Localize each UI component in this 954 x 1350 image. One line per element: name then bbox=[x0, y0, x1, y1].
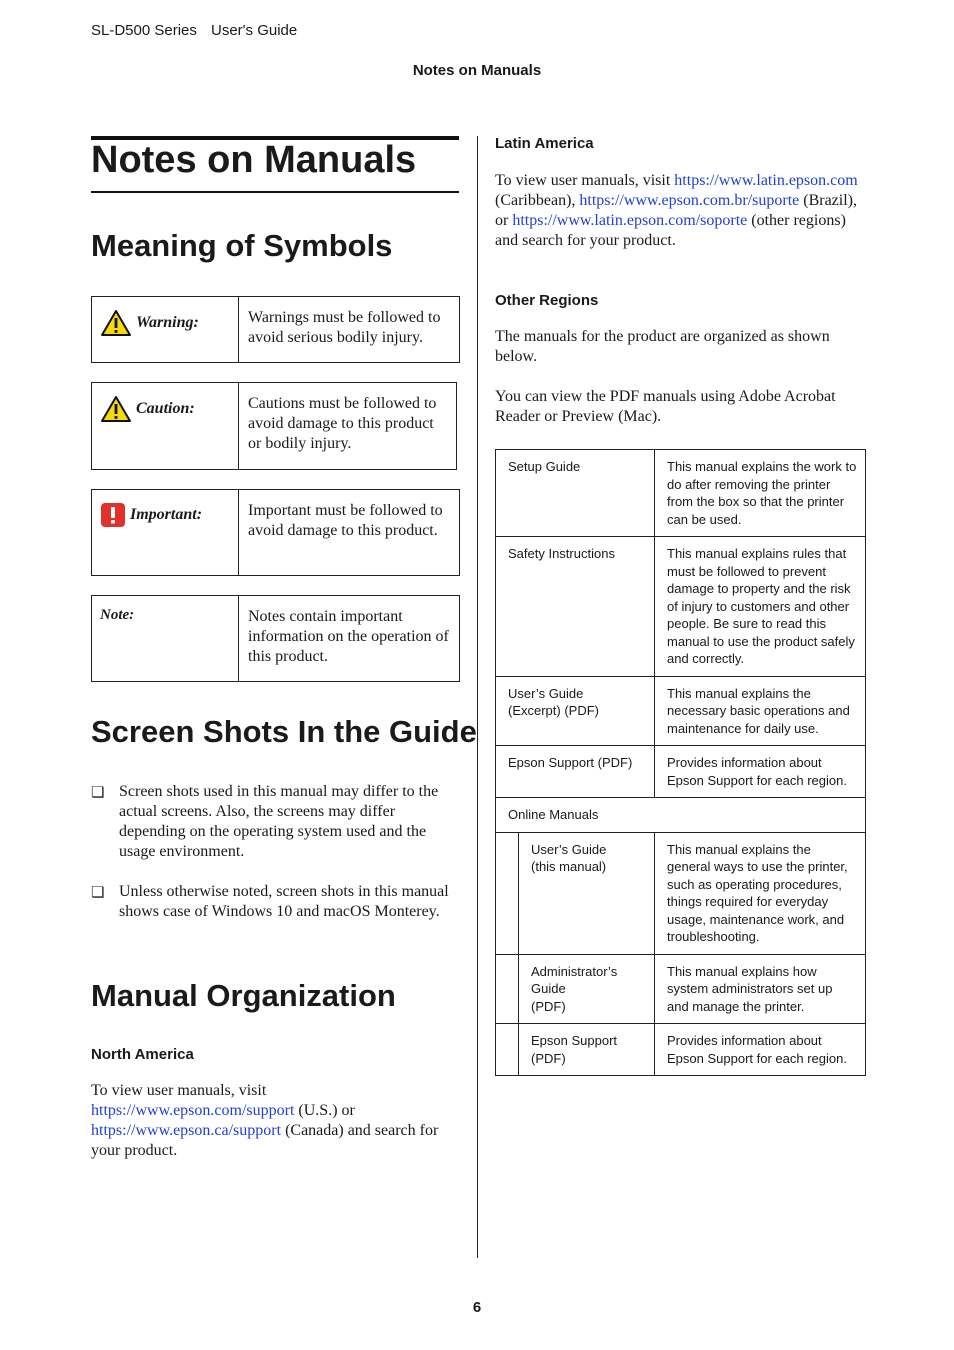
manual-name: Administrator’s Guide (PDF) bbox=[519, 955, 655, 1024]
manual-description: This manual explains the necessary basic operations and maintenance for daily use. bbox=[667, 685, 850, 736]
text-run: (Canada) and search for your product. bbox=[91, 1122, 439, 1159]
epson-brazil-link[interactable]: https://www.epson.com.br/suporte bbox=[579, 192, 800, 209]
manual-description: This manual explains the work to do after removing the printer from the box so that the printer can be used. bbox=[667, 459, 857, 527]
manual-description: This manual explains the general ways to use the printer, such as operating procedures, things required for everyday usage, maintenance work, and troubleshooting. bbox=[667, 841, 848, 944]
text-run: To view user manuals, visit bbox=[91, 1082, 267, 1099]
page-number: 6 bbox=[472, 1299, 482, 1316]
symbols-heading: Meaning of Symbols bbox=[91, 228, 393, 263]
table-row bbox=[496, 833, 865, 955]
title-rule-bottom bbox=[91, 191, 459, 193]
symbol-box-warning bbox=[91, 296, 460, 363]
warning-description: Warnings must be followed to avoid serious bodily injury. bbox=[248, 309, 441, 346]
epson-caribbean-link[interactable]: https://www.latin.epson.com bbox=[674, 172, 858, 189]
table-row bbox=[496, 1024, 865, 1075]
symbol-divider bbox=[238, 297, 239, 362]
text-run: (U.S.) or bbox=[294, 1102, 355, 1119]
organization-heading: Manual Organization bbox=[91, 978, 396, 1013]
table-row bbox=[496, 450, 865, 537]
manual-description: This manual explains how system administrators set up and manage the printer. bbox=[667, 963, 833, 1014]
symbol-divider bbox=[238, 490, 239, 575]
symbol-label-note bbox=[100, 607, 134, 624]
header-guide-name: User's Guide bbox=[211, 22, 298, 39]
checkbox-bullet-icon: ❏ bbox=[91, 785, 105, 801]
important-description: Important must be followed to avoid damage to this product. bbox=[248, 502, 443, 539]
symbol-label-warning bbox=[100, 309, 199, 337]
warning-triangle-icon bbox=[100, 309, 132, 337]
symbol-label-important bbox=[100, 502, 202, 528]
table-row bbox=[496, 677, 865, 747]
manual-description: Provides information about Epson Support for each region. bbox=[667, 1033, 847, 1066]
manual-description: This manual explains rules that must be followed to prevent damage to property and the risk of injury to customers and other people. Be sure to read this manual to use the product safely and correctly. bbox=[667, 546, 855, 666]
indent-cell bbox=[496, 1024, 519, 1075]
epson-us-support-link[interactable]: https://www.epson.com/support bbox=[91, 1102, 295, 1119]
symbol-box-note bbox=[91, 595, 460, 682]
indent-cell bbox=[496, 955, 519, 1024]
note-label-text: Note: bbox=[100, 607, 135, 623]
manual-description: Provides information about Epson Support for each region. bbox=[667, 755, 847, 788]
list-item bbox=[91, 882, 459, 922]
table-row bbox=[496, 955, 865, 1025]
header-section-title: Notes on Manuals bbox=[412, 62, 542, 79]
note-description: Notes contain important information on the operation of this product. bbox=[248, 608, 449, 665]
column-divider bbox=[477, 136, 478, 1258]
text-run: (Caribbean), bbox=[495, 192, 580, 209]
latin-america-heading: Latin America bbox=[495, 135, 594, 152]
text-run: (Brazil), or bbox=[495, 192, 857, 229]
epson-latin-soporte-link[interactable]: https://www.latin.epson.com/soporte bbox=[512, 212, 748, 229]
checkbox-bullet-icon: ❏ bbox=[91, 885, 105, 901]
header-product-name: SL-D500 Series bbox=[91, 22, 197, 39]
epson-ca-support-link[interactable]: https://www.epson.ca/support bbox=[91, 1122, 282, 1139]
bullet-text: Unless otherwise noted, screen shots in this manual shows case of Windows 10 and macOS Monterey. bbox=[119, 883, 449, 920]
symbol-box-important bbox=[91, 489, 460, 576]
text-run: (other regions) and search for your product. bbox=[495, 212, 846, 249]
list-item bbox=[91, 782, 459, 862]
caution-description: Cautions must be followed to avoid damage to this product or bodily injury. bbox=[248, 395, 437, 452]
manual-name: User’s Guide (this manual) bbox=[519, 833, 655, 954]
symbol-box-caution bbox=[91, 382, 457, 470]
latin-america-paragraph bbox=[495, 171, 860, 251]
other-regions-paragraph-2: You can view the PDF manuals using Adobe Acrobat Reader or Preview (Mac). bbox=[495, 388, 836, 425]
warning-label-text: Warning: bbox=[136, 314, 199, 331]
manual-name: Epson Support (PDF) bbox=[496, 746, 655, 797]
north-america-heading: North America bbox=[91, 1046, 194, 1063]
north-america-paragraph bbox=[91, 1081, 459, 1161]
screenshots-heading: Screen Shots In the Guide bbox=[91, 714, 477, 749]
manual-organization-table bbox=[495, 449, 866, 1076]
important-label-text: Important: bbox=[130, 506, 203, 523]
caution-label-text: Caution: bbox=[136, 400, 195, 417]
table-group-row bbox=[496, 798, 865, 833]
important-exclamation-icon bbox=[100, 502, 126, 528]
manual-name: User’s Guide (Excerpt) (PDF) bbox=[496, 677, 655, 746]
bullet-text: Screen shots used in this manual may differ to the actual screens. Also, the screens may differ depending on the operating system used and the usage environment. bbox=[119, 783, 439, 860]
symbol-divider bbox=[238, 383, 239, 469]
manual-name: Setup Guide bbox=[496, 450, 655, 536]
manual-name: Epson Support (PDF) bbox=[519, 1024, 655, 1075]
symbol-label-caution bbox=[100, 395, 195, 423]
table-row bbox=[496, 746, 865, 798]
page-title: Notes on Manuals bbox=[91, 139, 417, 181]
other-regions-paragraph-1: The manuals for the product are organized as shown below. bbox=[495, 328, 830, 365]
manual-name: Safety Instructions bbox=[496, 537, 655, 676]
text-run: To view user manuals, visit bbox=[495, 172, 675, 189]
caution-triangle-icon bbox=[100, 395, 132, 423]
online-manuals-label: Online Manuals bbox=[508, 807, 599, 822]
other-regions-heading: Other Regions bbox=[495, 292, 599, 309]
indent-cell bbox=[496, 833, 519, 954]
symbol-divider bbox=[238, 596, 239, 681]
table-row bbox=[496, 537, 865, 677]
